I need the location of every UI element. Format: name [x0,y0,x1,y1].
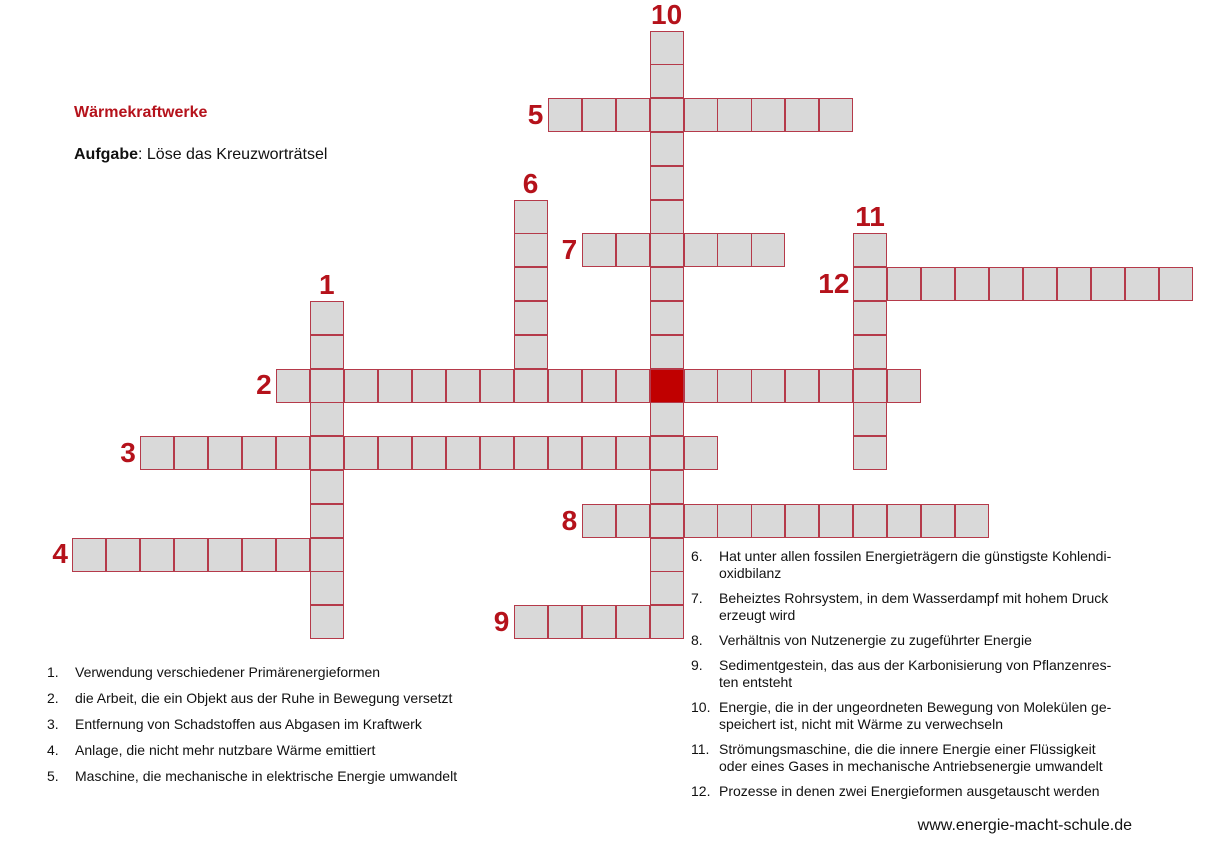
grid-cell[interactable] [514,436,548,470]
grid-cell[interactable] [751,504,785,538]
grid-cell[interactable] [514,369,548,403]
grid-cell[interactable] [446,436,480,470]
grid-cell[interactable] [616,504,650,538]
grid-cell[interactable] [650,335,684,369]
grid-cell[interactable] [955,504,989,538]
clue-number: 11. [691,741,710,757]
grid-cell[interactable] [955,267,989,301]
grid-cell[interactable] [853,267,887,301]
grid-cell[interactable] [480,436,514,470]
grid-cell[interactable] [1057,267,1091,301]
grid-cell[interactable] [1023,267,1057,301]
clue-item [691,657,1151,691]
clue-item [47,768,607,785]
grid-cell[interactable] [310,470,344,504]
clue-number: 12. [691,783,711,799]
clue-text-line1: Sedimentgestein, das aus der Karbonisierung von Pflanzenres- [719,657,1112,673]
worksheet-title: Wärmekraftwerke [74,104,208,121]
grid-cell[interactable] [548,605,582,639]
grid-cell[interactable] [989,267,1023,301]
grid-cell[interactable] [310,504,344,538]
grid-cell[interactable] [208,538,242,572]
grid-cell[interactable] [242,538,276,572]
grid-cell[interactable] [276,369,310,403]
clue-text-line2: oxidbilanz [719,565,782,581]
clue-text: Maschine, die mechanische in elektrische Energie umwandelt [75,768,458,784]
grid-cell[interactable] [548,98,582,132]
grid-cell[interactable] [650,98,684,132]
grid-cell[interactable] [650,538,684,572]
clue-text-line2: oder eines Gases in mechanische Antriebsenergie umwandelt [719,758,1103,774]
grid-cell[interactable] [378,436,412,470]
grid-cell[interactable] [378,369,412,403]
grid-cell[interactable] [480,369,514,403]
clue-text-line2: erzeugt wird [719,607,796,623]
grid-cell[interactable] [819,504,853,538]
clue-text-line1: Beheiztes Rohrsystem, in dem Wasserdampf mit hohem Druck [719,590,1109,606]
clue-number: 6. [691,548,703,564]
grid-cell[interactable] [853,504,887,538]
grid-cell[interactable] [514,200,548,234]
grid-cell[interactable] [819,369,853,403]
grid-cell[interactable] [751,369,785,403]
highlighted-grid-cell[interactable] [650,369,684,403]
grid-cell[interactable] [650,605,684,639]
clue-number-label: 4 [52,538,68,570]
clue-number-label: 8 [561,504,578,536]
grid-cell[interactable] [616,233,650,267]
clue-number-label: 5 [527,99,544,130]
clue-item [47,742,607,759]
clue-text-line2: speichert ist, nicht mit Wärme zu verwechseln [719,716,1003,732]
clue-number-label: 12 [818,268,850,299]
grid-cell[interactable] [751,233,785,267]
grid-cell[interactable] [853,369,887,403]
clue-text-line1: Verhältnis von Nutzenergie zu zugeführter Energie [719,632,1032,648]
grid-cell[interactable] [174,436,208,470]
grid-cell[interactable] [514,267,548,301]
grid-cell[interactable] [785,369,819,403]
clue-number: 4. [47,742,59,758]
grid-cell[interactable] [310,369,344,403]
grid-cell[interactable] [650,571,684,605]
grid-cell[interactable] [582,436,616,470]
grid-cell[interactable] [106,538,140,572]
grid-cell[interactable] [412,436,446,470]
grid-cell[interactable] [310,402,344,436]
clue-text-line1: Strömungsmaschine, die die innere Energie einer Flüssigkeit [719,741,1096,757]
grid-cell[interactable] [684,98,718,132]
grid-cell[interactable] [310,301,344,335]
grid-cell[interactable] [853,436,887,470]
grid-cell[interactable] [344,369,378,403]
grid-cell[interactable] [921,504,955,538]
grid-cell[interactable] [616,98,650,132]
grid-cell[interactable] [684,436,718,470]
clue-item [47,716,607,733]
grid-cell[interactable] [616,436,650,470]
grid-cell[interactable] [310,335,344,369]
grid-cell[interactable] [616,369,650,403]
grid-cell[interactable] [514,233,548,267]
clue-item [691,548,1151,582]
clue-number-label: 1 [319,268,335,300]
grid-cell[interactable] [853,233,887,267]
grid-cell[interactable] [717,98,751,132]
grid-cell[interactable] [650,470,684,504]
clue-number: 7. [691,590,703,606]
grid-cell[interactable] [514,335,548,369]
grid-cell[interactable] [140,538,174,572]
clue-item [691,590,1151,624]
grid-cell[interactable] [412,369,446,403]
grid-cell[interactable] [684,369,718,403]
clue-list-right [691,548,1151,808]
clue-text-line1: Hat unter allen fossilen Energieträgern die günstigste Kohlendi- [719,548,1112,564]
grid-cell[interactable] [717,233,751,267]
task-text: : Löse das Kreuzworträtsel [138,146,328,163]
grid-cell[interactable] [582,369,616,403]
clue-text: Entfernung von Schadstoffen aus Abgasen im Kraftwerk [75,716,422,732]
clue-text-line1: Prozesse in denen zwei Energieformen ausgetauscht werden [719,783,1100,799]
grid-cell[interactable] [887,267,921,301]
grid-cell[interactable] [650,200,684,234]
grid-cell[interactable] [650,132,684,166]
grid-cell[interactable] [276,436,310,470]
grid-cell[interactable] [582,504,616,538]
grid-cell[interactable] [684,504,718,538]
grid-cell[interactable] [650,504,684,538]
grid-cell[interactable] [650,436,684,470]
grid-cell[interactable] [1091,267,1125,301]
grid-cell[interactable] [310,605,344,639]
grid-cell[interactable] [242,436,276,470]
grid-cell[interactable] [310,538,344,572]
clue-number-label: 6 [522,167,539,199]
clue-number: 10. [691,699,711,715]
grid-cell[interactable] [582,605,616,639]
grid-cell[interactable] [276,538,310,572]
grid-cell[interactable] [650,402,684,436]
grid-cell[interactable] [616,605,650,639]
clue-number-label: 7 [561,234,578,266]
clue-text-line1: Energie, die in der ungeordneten Bewegung von Molekülen ge- [719,699,1112,715]
grid-cell[interactable] [785,98,819,132]
grid-cell[interactable] [548,369,582,403]
clue-number: 9. [691,657,703,673]
grid-cell[interactable] [446,369,480,403]
grid-cell[interactable] [819,98,853,132]
grid-cell[interactable] [1125,267,1159,301]
task-label: Aufgabe [74,146,138,163]
grid-cell[interactable] [140,436,174,470]
clue-item [47,690,607,707]
grid-cell[interactable] [650,166,684,200]
grid-cell[interactable] [548,436,582,470]
clue-item [47,664,607,681]
grid-cell[interactable] [514,301,548,335]
clue-number: 5. [47,768,59,784]
grid-cell[interactable] [72,538,106,572]
grid-cell[interactable] [853,402,887,436]
grid-cell[interactable] [887,504,921,538]
grid-cell[interactable] [310,436,344,470]
grid-cell[interactable] [1159,267,1193,301]
grid-cell[interactable] [853,335,887,369]
clue-number-label: 2 [256,369,272,401]
grid-cell[interactable] [514,605,548,639]
grid-cell[interactable] [582,233,616,267]
clue-text: Verwendung verschiedener Primärenergieformen [75,664,381,680]
clue-number-label: 9 [493,606,510,637]
clue-number-label: 11 [855,201,885,233]
clue-number: 1. [47,664,59,680]
grid-cell[interactable] [785,504,819,538]
grid-cell[interactable] [208,436,242,470]
clue-number: 2. [47,690,59,706]
grid-cell[interactable] [751,98,785,132]
clue-item [691,699,1151,733]
website-footer: www.energie-macht-schule.de [917,817,1132,834]
clue-list-left [47,664,607,794]
clue-number: 3. [47,716,59,732]
grid-cell[interactable] [684,233,718,267]
grid-cell[interactable] [344,436,378,470]
clue-number: 8. [691,632,703,648]
clue-text-line2: ten entsteht [719,674,793,690]
clue-item [691,783,1151,800]
clue-item [691,632,1151,649]
clue-number-label: 3 [120,437,136,468]
clue-item [691,741,1151,775]
grid-cell[interactable] [717,504,751,538]
grid-cell[interactable] [921,267,955,301]
grid-cell[interactable] [717,369,751,403]
grid-cell[interactable] [582,98,616,132]
clue-text: Anlage, die nicht mehr nutzbare Wärme emittiert [75,742,376,758]
grid-cell[interactable] [650,31,684,65]
grid-cell[interactable] [650,64,684,98]
grid-cell[interactable] [887,369,921,403]
grid-cell[interactable] [650,267,684,301]
grid-cell[interactable] [650,301,684,335]
grid-cell[interactable] [650,233,684,267]
clue-text: die Arbeit, die ein Objekt aus der Ruhe in Bewegung versetzt [75,690,453,706]
grid-cell[interactable] [174,538,208,572]
grid-cell[interactable] [310,571,344,605]
grid-cell[interactable] [853,301,887,335]
clue-number-label: 10 [651,0,683,30]
